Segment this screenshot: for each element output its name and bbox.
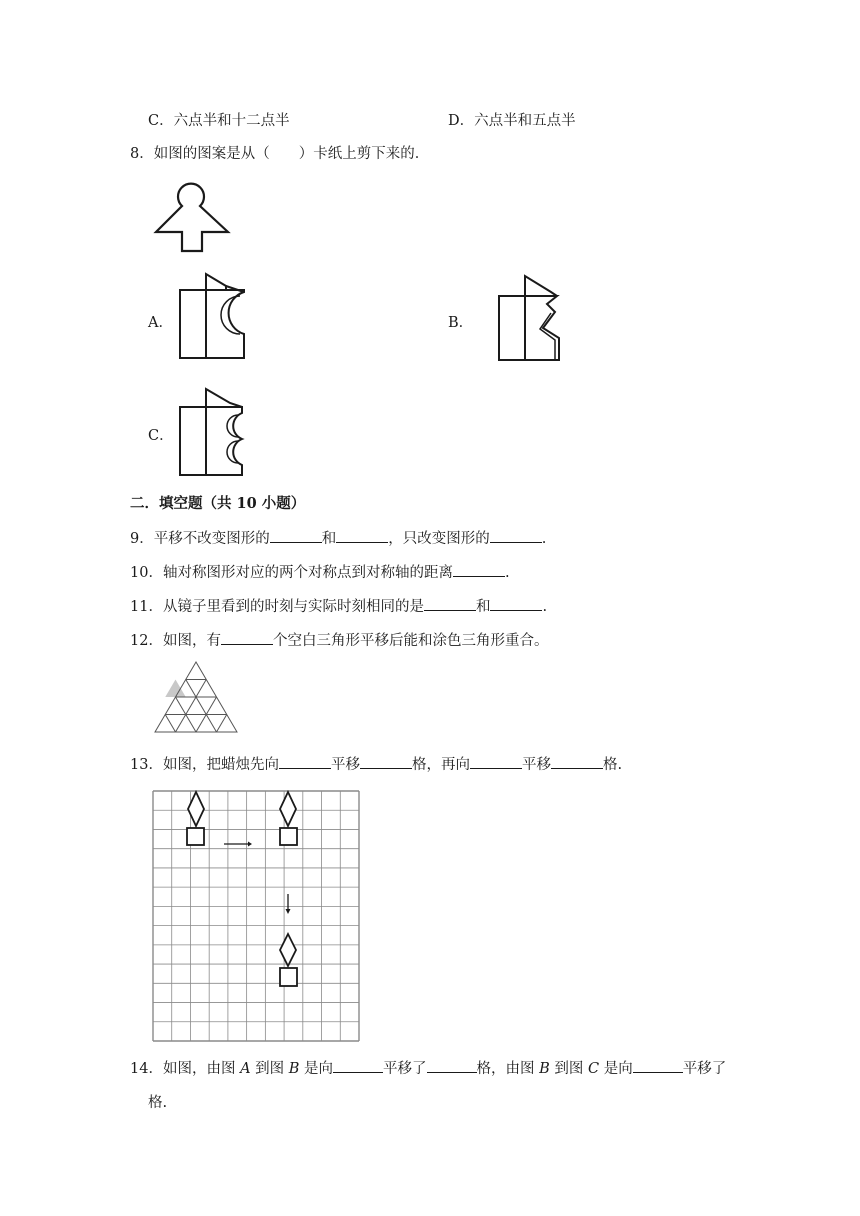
q8-stem xyxy=(130,144,429,164)
q12-triangle-grid-figure xyxy=(155,662,237,732)
q13-gridlines xyxy=(153,791,359,1041)
q14-text-6: 到图 xyxy=(549,1061,589,1077)
q13-candle-original xyxy=(187,792,204,845)
q13-text-1: 如图，把蜡烛先向 xyxy=(162,757,279,773)
q12-blank-1[interactable] xyxy=(221,630,273,645)
q9-blank-1[interactable] xyxy=(270,528,322,543)
q14-blank-1[interactable] xyxy=(333,1058,383,1073)
q14-text-1: 如图，由图 xyxy=(162,1061,241,1077)
q9 xyxy=(130,528,546,549)
q13-candle-moved-right xyxy=(280,792,297,845)
q8-option-c-label: C． xyxy=(148,428,174,444)
q10-text-2: . xyxy=(504,565,510,581)
q8-option-b-label: B． xyxy=(448,315,474,331)
q12-number: 12． xyxy=(130,633,163,649)
q7-option-c: C．六点半和十二点半 xyxy=(148,113,290,129)
q9-blank-2[interactable] xyxy=(336,528,388,543)
q14-line-2 xyxy=(148,1093,167,1113)
q13-text-2: 平移 xyxy=(330,757,360,773)
q10-number: 10． xyxy=(130,565,163,581)
q14-text-7: 是向 xyxy=(599,1061,633,1077)
q14-figure-b-label: B xyxy=(288,1061,300,1077)
q13-candle-grid-figure xyxy=(152,790,360,1042)
q14-text-2: 到图 xyxy=(250,1061,289,1077)
q11-number: 11． xyxy=(130,599,163,615)
q13-text-5: 格. xyxy=(602,757,623,773)
q14-figure-c-label: C xyxy=(588,1061,600,1077)
q8-option-a-label: A． xyxy=(148,315,173,331)
q10-text-1: 轴对称图形对应的两个对称点到对称轴的距离 xyxy=(162,565,453,581)
q14-text-5: 格，由图 xyxy=(476,1061,540,1077)
q13-text-4: 平移 xyxy=(521,757,551,773)
q14-text-4: 平移了 xyxy=(383,1061,427,1077)
q8-person-figure xyxy=(150,176,240,256)
q10 xyxy=(130,562,510,583)
q12-text-1: 如图，有 xyxy=(162,633,221,649)
q14-blank-2[interactable] xyxy=(427,1058,477,1073)
q11-blank-2[interactable] xyxy=(490,596,542,611)
q12 xyxy=(130,630,548,651)
q13-number: 13． xyxy=(130,757,163,773)
q8-option-b-folded-card xyxy=(497,274,567,364)
q8-option-a-folded-card xyxy=(178,272,248,362)
q14-number: 14． xyxy=(130,1061,163,1077)
q10-blank-1[interactable] xyxy=(453,562,505,577)
q13-text-3: 格，再向 xyxy=(411,757,470,773)
q7-option-d: D．六点半和五点半 xyxy=(448,113,576,129)
q13-down-arrow xyxy=(286,894,291,914)
q8-option-c-folded-card xyxy=(178,387,248,479)
q12-text-2: 个空白三角形平移后能和涂色三角形重合。 xyxy=(272,633,549,649)
q11-text-2: 和 xyxy=(475,599,491,615)
q8-text: 如图的图案是从（ ）卡纸上剪下来的． xyxy=(153,146,430,162)
q11-text-1: 从镜子里看到的时刻与实际时刻相同的是 xyxy=(162,599,424,615)
q11-blank-1[interactable] xyxy=(424,596,476,611)
q13-candle-moved-down xyxy=(280,934,297,986)
q11-text-3: . xyxy=(542,599,548,615)
q9-text-4: . xyxy=(541,531,547,547)
q9-number: 9． xyxy=(130,531,154,547)
q13-blank-2[interactable] xyxy=(360,754,412,769)
q9-blank-3[interactable] xyxy=(490,528,542,543)
q13-blank-3[interactable] xyxy=(470,754,522,769)
q13 xyxy=(130,754,622,775)
q14-text-8: 平移了 xyxy=(682,1061,727,1077)
section-2-heading: 二．填空题（共 10 小题） xyxy=(130,495,306,512)
q14-figure-b-label-2: B xyxy=(539,1061,550,1077)
q14-figure-a-label: A xyxy=(240,1061,251,1077)
q14-text-9: 格. xyxy=(148,1095,168,1111)
q11 xyxy=(130,596,547,617)
q13-blank-4[interactable] xyxy=(551,754,603,769)
q14-line-1 xyxy=(130,1058,726,1079)
q13-blank-1[interactable] xyxy=(279,754,331,769)
q14-text-3: 是向 xyxy=(299,1061,334,1077)
q9-text-1: 平移不改变图形的 xyxy=(153,531,270,547)
q9-text-3: ，只改变图形的 xyxy=(388,531,490,547)
q14-blank-3[interactable] xyxy=(633,1058,683,1073)
q9-text-2: 和 xyxy=(321,531,337,547)
q8-number: 8． xyxy=(130,146,154,162)
